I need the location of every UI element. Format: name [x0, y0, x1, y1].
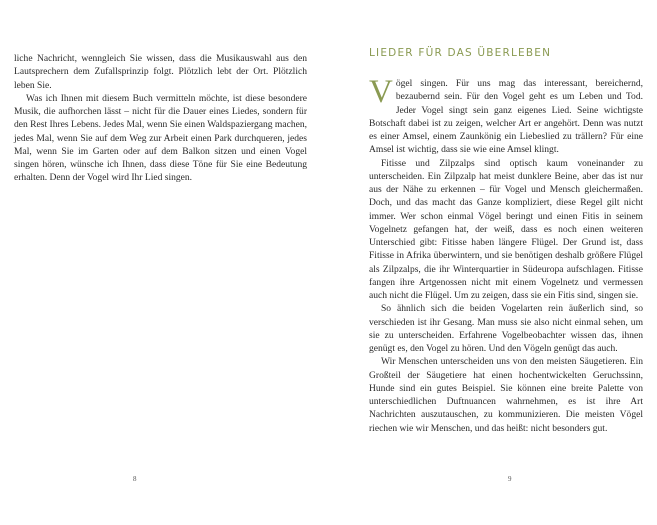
right-page-body: [369, 74, 643, 435]
right-paragraph-2: Fitisse und Zilpzalps sind optisch kaum voneinander zu unterscheiden. Ein Zilpzalp hat meist dunklere Beine, aber das ist nur aus der Nähe zu erkennen – für Vogel und Mensch gleichermaßen. Doch, und das macht das Ganze kompliziert, diese Regel gilt nicht immer. Wer schon einmal Vögel beringt und einen Fitis in seinem Vogelnetz gefangen hat, der weiß, dass es noch einen weiteren Unterschied gibt: Fitisse haben längere Flügel. Der Grund ist, dass Fitisse in Afrika überwintern, und sie benötigen deshalb größere Flügel als Zilpzalps, die ihr Winterquartier in Südeuropa aufschlagen. Fitisse fangen ihre Artgenossen nicht mit einem Vogelnetz und vermessen auch nicht die Flügel. Um zu zeigen, dass sie ein Fitis sind, singen sie.: [369, 157, 643, 301]
left-page: [0, 0, 328, 525]
right-page: [329, 0, 657, 525]
right-paragraph-1: [369, 74, 643, 157]
page-number-right: 9: [508, 475, 512, 483]
left-paragraph-1: liche Nachricht, wenngleich Sie wissen, dass die Musikauswahl aus den Lautsprechern dem Zufallsprinzip folgt. Plötzlich lebt der Ort. Plötzlich leben Sie.: [14, 53, 307, 91]
left-paragraph-2: Was ich Ihnen mit diesem Buch vermitteln möchte, ist diese besondere Musik, die aufhorchen lässt – nicht für die Dauer eines Liedes, sondern für den Rest Ihres Lebens. Jedes Mal, wenn Sie einen Waldspaziergang machen, jedes Mal, wenn Sie auf dem Weg zur Arbeit einen Park durchqueren, jedes Mal, wenn Sie im Garten oder auf dem Balkon sitzen und einen Vogel singen hören, wünsche ich Ihnen, dass diese Töne für Sie eine Bedeutung erhalten. Denn der Vogel wird Ihr Lied singen.: [14, 92, 307, 184]
right-paragraph-4: Wir Menschen unterscheiden uns von den meisten Säugetieren. Ein Großteil der Säugetiere hat einen hochentwickelten Geruchssinn, Hunde sind ein gutes Beispiel. Sie können eine breite Palette von unterschiedlichen Duftnuancen wahrnehmen, es ist ihre Art Nachrichten auszutauschen, zu kommunizieren. Die meisten Vögel riechen wie wir Menschen, und das heißt: nicht besonders gut.: [369, 356, 643, 434]
drop-cap: V: [369, 74, 393, 110]
page-number-left: 8: [133, 475, 137, 483]
left-page-body: [14, 52, 307, 185]
right-paragraph-1-text: ögel singen. Für uns mag das interessant, bereichernd, bezaubernd sein. Für den Vogel geht es um Leben und Tod. Jeder Vogel singt sein ganz eigenes Lied. Seine wichtigste Botschaft dabei ist zu zeigen, welcher Art er angehört. Denn was nutzt es einer Amsel, einem Zaunkönig ein Liebeslied zu trällern? Für eine Amsel ist wichtig, dass sie wie eine Amsel klingt.: [369, 78, 643, 156]
right-paragraph-3: So ähnlich sich die beiden Vogelarten rein äußerlich sind, so verschieden ist ihr Gesang. Man muss sie also nicht einmal sehen, um sie zu unterscheiden. Erfahrene Vogelbeobachter wissen das, ihnen genügt es, den Vogel zu hören. Und den Vögeln genügt das auch.: [369, 303, 643, 354]
chapter-heading: LIEDER FÜR DAS ÜBERLEBEN: [369, 47, 552, 59]
